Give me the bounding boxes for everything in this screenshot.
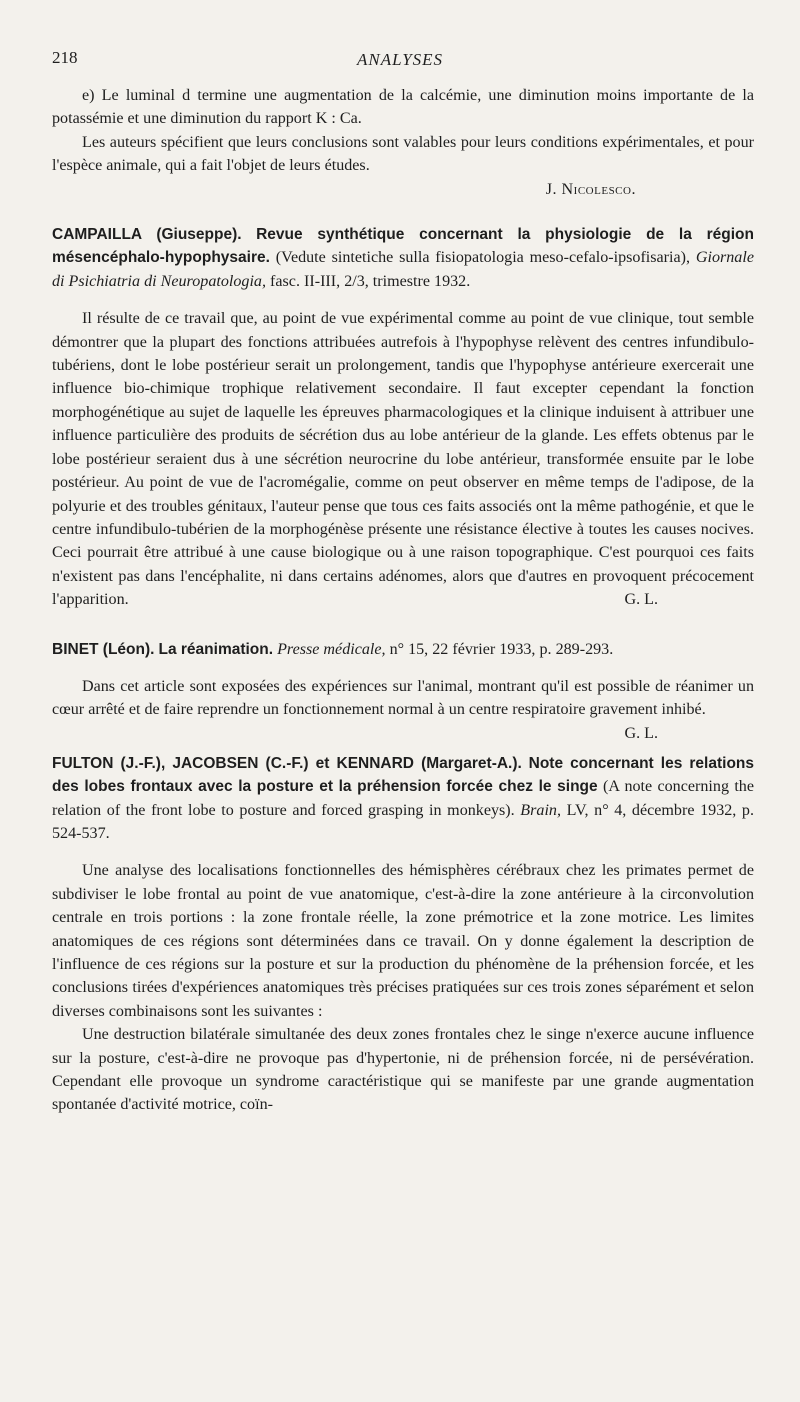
entry-title: Note concernant les relations des lobes frontaux avec la posture et la préhension forcée chez le singe [52,754,754,796]
entry-journal: Brain, [520,801,561,819]
review-entry-campailla [52,223,754,612]
review-entry-fulton [52,752,754,1117]
intro-paragraph: Les auteurs spécifient que leurs conclusions sont valables pour leurs conditions expérimentales, et pour l'espèce animale, qui a fait l'objet de leurs études. [52,133,754,175]
review-entry-binet [52,638,754,742]
entry-body-text: Il résulte de ce travail que, au point de vue expérimental comme au point de vue clinique, tout semble démontrer que la plupart des fonctions attribuées autrefois à l'hypophyse relèvent des centres infundibulo-tubériens, dont le lobe postérieur serait un prolongement, tandis que l'hypophyse antérieure exercerait une influence bio-chimique trophique relativement secondaire. Il faut excepter cependant la fonction morphogénétique au sujet de laquelle les épreuves pharmacologiques et la clinique induisent à attribuer une influence particulière des produits de sécrétion dus au lobe antérieur de la glande. Les effets obtenus par le lobe postérieur seraient dus à une sécrétion neurocrine du lobe antérieur, transformée ensuite par le lobe postérieur. Au point de vue de l'acromégalie, comme on peut observer en même temps de l'adipose, de la polyurie et des troubles génitaux, l'auteur pense que tous ces faits associés ont la même pathogénie, et que le centre infundibulo-tubérien de la morphogénèse présente une résistance élective à toutes les causes nocives. Ceci pourrait être attribué à une cause biologique ou à une raison topographique. C'est pourquoi ces faits n'existent pas dans l'encéphalite, ni dans certains adénomes, alors que d'autres en provoquent précocement l'apparition. [52,310,754,609]
entry-reference: n° 15, 22 février 1933, p. 289-293. [389,640,614,658]
running-title: ANALYSES [356,50,444,69]
entry-heading [52,752,754,846]
entry-title: La réanimation. [158,640,274,658]
entry-journal: Presse médicale, [277,640,386,658]
entry-original-title: (A note concerning the relation of the front lobe to posture and forced grasping in monkeys). [52,778,754,819]
entry-author: CAMPAILLA (Giuseppe). [52,226,242,244]
entry-reference: fasc. II-III, 2/3, trimestre 1932. [270,272,471,290]
entry-body [52,307,754,611]
entry-title: Revue synthétique concernant la physiologie de la région mésencéphalo-hypophysaire. [52,226,754,267]
page-number: 218 [52,48,78,67]
intro-paragraph: e) Le luminal d termine une augmentation de la calcémie, une diminution moins importante de la potassémie et une diminution du rapport K : Ca. [52,87,754,128]
entry-author: FULTON (J.-F.), JACOBSEN (C.-F.) et KENNARD (Margaret-A.). [52,754,522,772]
entry-heading [52,223,754,293]
signature: G. L. [624,724,658,742]
entry-body: Une analyse des localisations fonctionnelles des hémisphères cérébraux chez les primates permet de subdiviser le lobe frontal au point de vue anatomique, c'est-à-dire la zone antérieure à la circonvolution centrale en trois portions : la zone frontale réelle, la zone prémotrice et la zone motrice. Les limites anatomiques de ces régions sont déterminées dans ce travail. On y donne également la description de l'influence de ces régions sur la posture et sur la production du phénomène de la préhension forcée, et les conclusions tirées d'expériences anatomiques très précises pratiquées sur ces trois zones séparément et selon diverses combinaisons sont les suivantes : [52,862,754,1020]
entry-author: BINET (Léon). [52,640,155,658]
entry-body-text: Dans cet article sont exposées des expériences sur l'animal, montrant qu'il est possible de réanimer un cœur arrêté et de faire reprendre un fonctionnement normal à un centre respiratoire gravement inhibé. [52,677,754,719]
signature: J. Nicolesco. [545,180,636,198]
entry-body [52,675,754,742]
entry-heading [52,638,754,661]
signature: G. L. [624,591,658,609]
entry-body: Une destruction bilatérale simultanée des deux zones frontales chez le singe n'exerce aucune influence sur la posture, c'est-à-dire ne provoque pas d'hypertonie, ni de préhension forcée, ni de persévération. Cependant elle provoque un syndrome caractéristique qui se manifeste par une grande augmentation spontanée d'activité motrice, coïn- [52,1026,754,1114]
entry-reference: LV, n° 4, décembre 1932, p. 524-537. [52,801,754,842]
entry-original-title: (Vedute sintetiche sulla fisiopatologia meso-cefalo-ipsofisaria), [275,249,691,267]
intro-section [52,84,754,201]
entry-journal: Giornale di Psichiatria di Neuropatologia, [52,249,754,290]
